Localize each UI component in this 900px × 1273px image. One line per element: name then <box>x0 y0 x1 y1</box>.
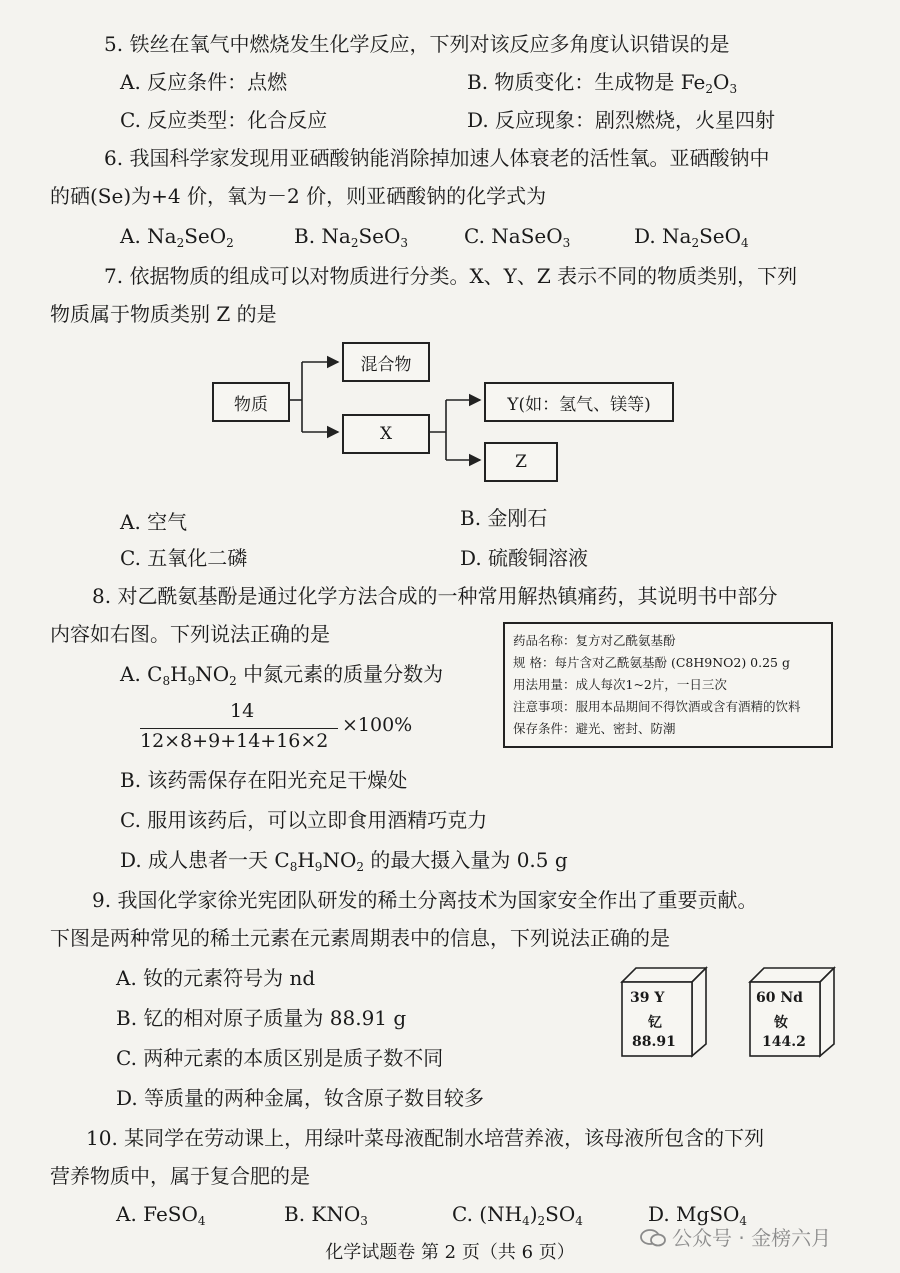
q9-option-d: D. 等质量的两种金属，钕含原子数目较多 <box>116 1086 485 1110</box>
neodymium-name: 钕 <box>774 1015 788 1031</box>
drug-label-notes: 注意事项：服用本品期间不得饮酒或含有酒精的饮料 <box>513 699 801 714</box>
element-card-yttrium <box>620 966 710 1058</box>
neodymium-mass: 144.2 <box>762 1034 806 1050</box>
q8-option-a: A. $C_8H_9NO_2$ 中氮元素的质量分数为 <box>120 662 444 688</box>
diagram-node-mixture: 混合物 <box>342 342 430 382</box>
q10-option-b: B. $KNO_3$ <box>284 1202 368 1228</box>
drug-label-card <box>503 622 833 748</box>
drug-label-dosage: 用法用量：成人每次1~2片，一日三次 <box>513 677 727 692</box>
q7-option-b: B. 金刚石 <box>460 506 548 530</box>
diagram-node-z: Z <box>484 442 558 482</box>
yttrium-number-symbol: 39 Y <box>630 990 665 1006</box>
diagram-node-y: Y(如：氢气、镁等) <box>484 382 674 422</box>
drug-label-name: 药品名称：复方对乙酰氨基酚 <box>513 633 676 648</box>
diagram-node-substance: 物质 <box>212 382 290 422</box>
watermark-text: 公众号 · 金榜六月 <box>672 1226 832 1250</box>
q5-option-b: B. 物质变化：生成物是 $Fe_2O_3$ <box>467 70 738 96</box>
q6-option-d: D. $Na_2SeO_4$ <box>634 224 749 250</box>
drug-label-storage: 保存条件：避光、密封、防潮 <box>513 721 676 736</box>
q8-stem-2: 内容如右图。下列说法正确的是 <box>50 622 330 646</box>
q6-stem-2: 的硒(Se)为+4 价，氧为－2 价，则亚硒酸钠的化学式为 <box>50 184 547 208</box>
q9-option-c: C. 两种元素的本质区别是质子数不同 <box>116 1046 444 1070</box>
q7-option-d: D. 硫酸铜溶液 <box>460 546 589 570</box>
q10-stem-1: 10. 某同学在劳动课上，用绿叶菜母液配制水培营养液，该母液所包含的下列 <box>86 1126 765 1150</box>
q6-option-c: C. NaSeO$_3$ <box>464 224 571 250</box>
element-card-neodymium <box>748 966 838 1058</box>
page-footer: 化学试题卷 第 2 页（共 6 页） <box>325 1242 575 1263</box>
q5-option-d: D. 反应现象：剧烈燃烧，火星四射 <box>467 108 776 132</box>
q9-option-b: B. 钇的相对原子质量为 88.91 g <box>116 1006 407 1030</box>
q9-stem-1: 9. 我国化学家徐光宪团队研发的稀土分离技术为国家安全作出了重要贡献。 <box>92 888 758 912</box>
drug-label-spec: 规 格：每片含对乙酰氨基酚 (C8H9NO2) 0.25 g <box>513 655 790 670</box>
q8-option-c: C. 服用该药后，可以立即食用酒精巧克力 <box>120 808 488 832</box>
q6-option-b: B. $Na_2SeO_3$ <box>294 224 409 250</box>
q9-stem-2: 下图是两种常见的稀土元素在元素周期表中的信息，下列说法正确的是 <box>50 926 670 950</box>
q7-option-c: C. 五氧化二磷 <box>120 546 248 570</box>
classification-diagram-arrows <box>0 0 900 500</box>
q5-option-a: A. 反应条件：点燃 <box>120 70 288 94</box>
fraction-numerator: 14 <box>230 700 255 722</box>
q9-option-a: A. 钕的元素符号为 nd <box>116 966 316 990</box>
q10-option-d: D. MgSO$_4$ <box>648 1202 748 1228</box>
q6-stem-1: 6. 我国科学家发现用亚硒酸钠能消除掉加速人体衰老的活性氧。亚硒酸钠中 <box>104 146 770 170</box>
q5-option-c: C. 反应类型：化合反应 <box>120 108 328 132</box>
q10-option-c: C. $(NH_4)_2SO_4$ <box>452 1202 583 1228</box>
fraction-denominator: 12×8+9+14+16×2 <box>140 730 329 752</box>
neodymium-number-symbol: 60 Nd <box>756 990 803 1006</box>
q7-stem-1: 7. 依据物质的组成可以对物质进行分类。X、Y、Z 表示不同的物质类别，下列 <box>104 264 798 288</box>
q7-option-a: A. 空气 <box>120 510 188 534</box>
q8-option-b: B. 该药需保存在阳光充足干燥处 <box>120 768 408 792</box>
q8-stem-1: 8. 对乙酰氨基酚是通过化学方法合成的一种常用解热镇痛药，其说明书中部分 <box>92 584 778 608</box>
fraction-percent: ×100% <box>342 714 413 736</box>
diagram-node-x: X <box>342 414 430 454</box>
q5-stem: 5. 铁丝在氧气中燃烧发生化学反应，下列对该反应多角度认识错误的是 <box>104 32 730 56</box>
q8-option-d: D. 成人患者一天 $C_8H_9NO_2$ 的最大摄入量为 0.5 g <box>120 848 568 874</box>
yttrium-name: 钇 <box>648 1015 662 1031</box>
q6-option-a: A. $Na_2SeO_2$ <box>120 224 234 250</box>
q7-stem-2: 物质属于物质类别 Z 的是 <box>50 302 277 326</box>
yttrium-mass: 88.91 <box>632 1034 676 1050</box>
q10-stem-2: 营养物质中，属于复合肥的是 <box>50 1164 310 1188</box>
fraction-bar <box>140 728 338 729</box>
q10-option-a: A. FeSO$_4$ <box>116 1202 206 1228</box>
